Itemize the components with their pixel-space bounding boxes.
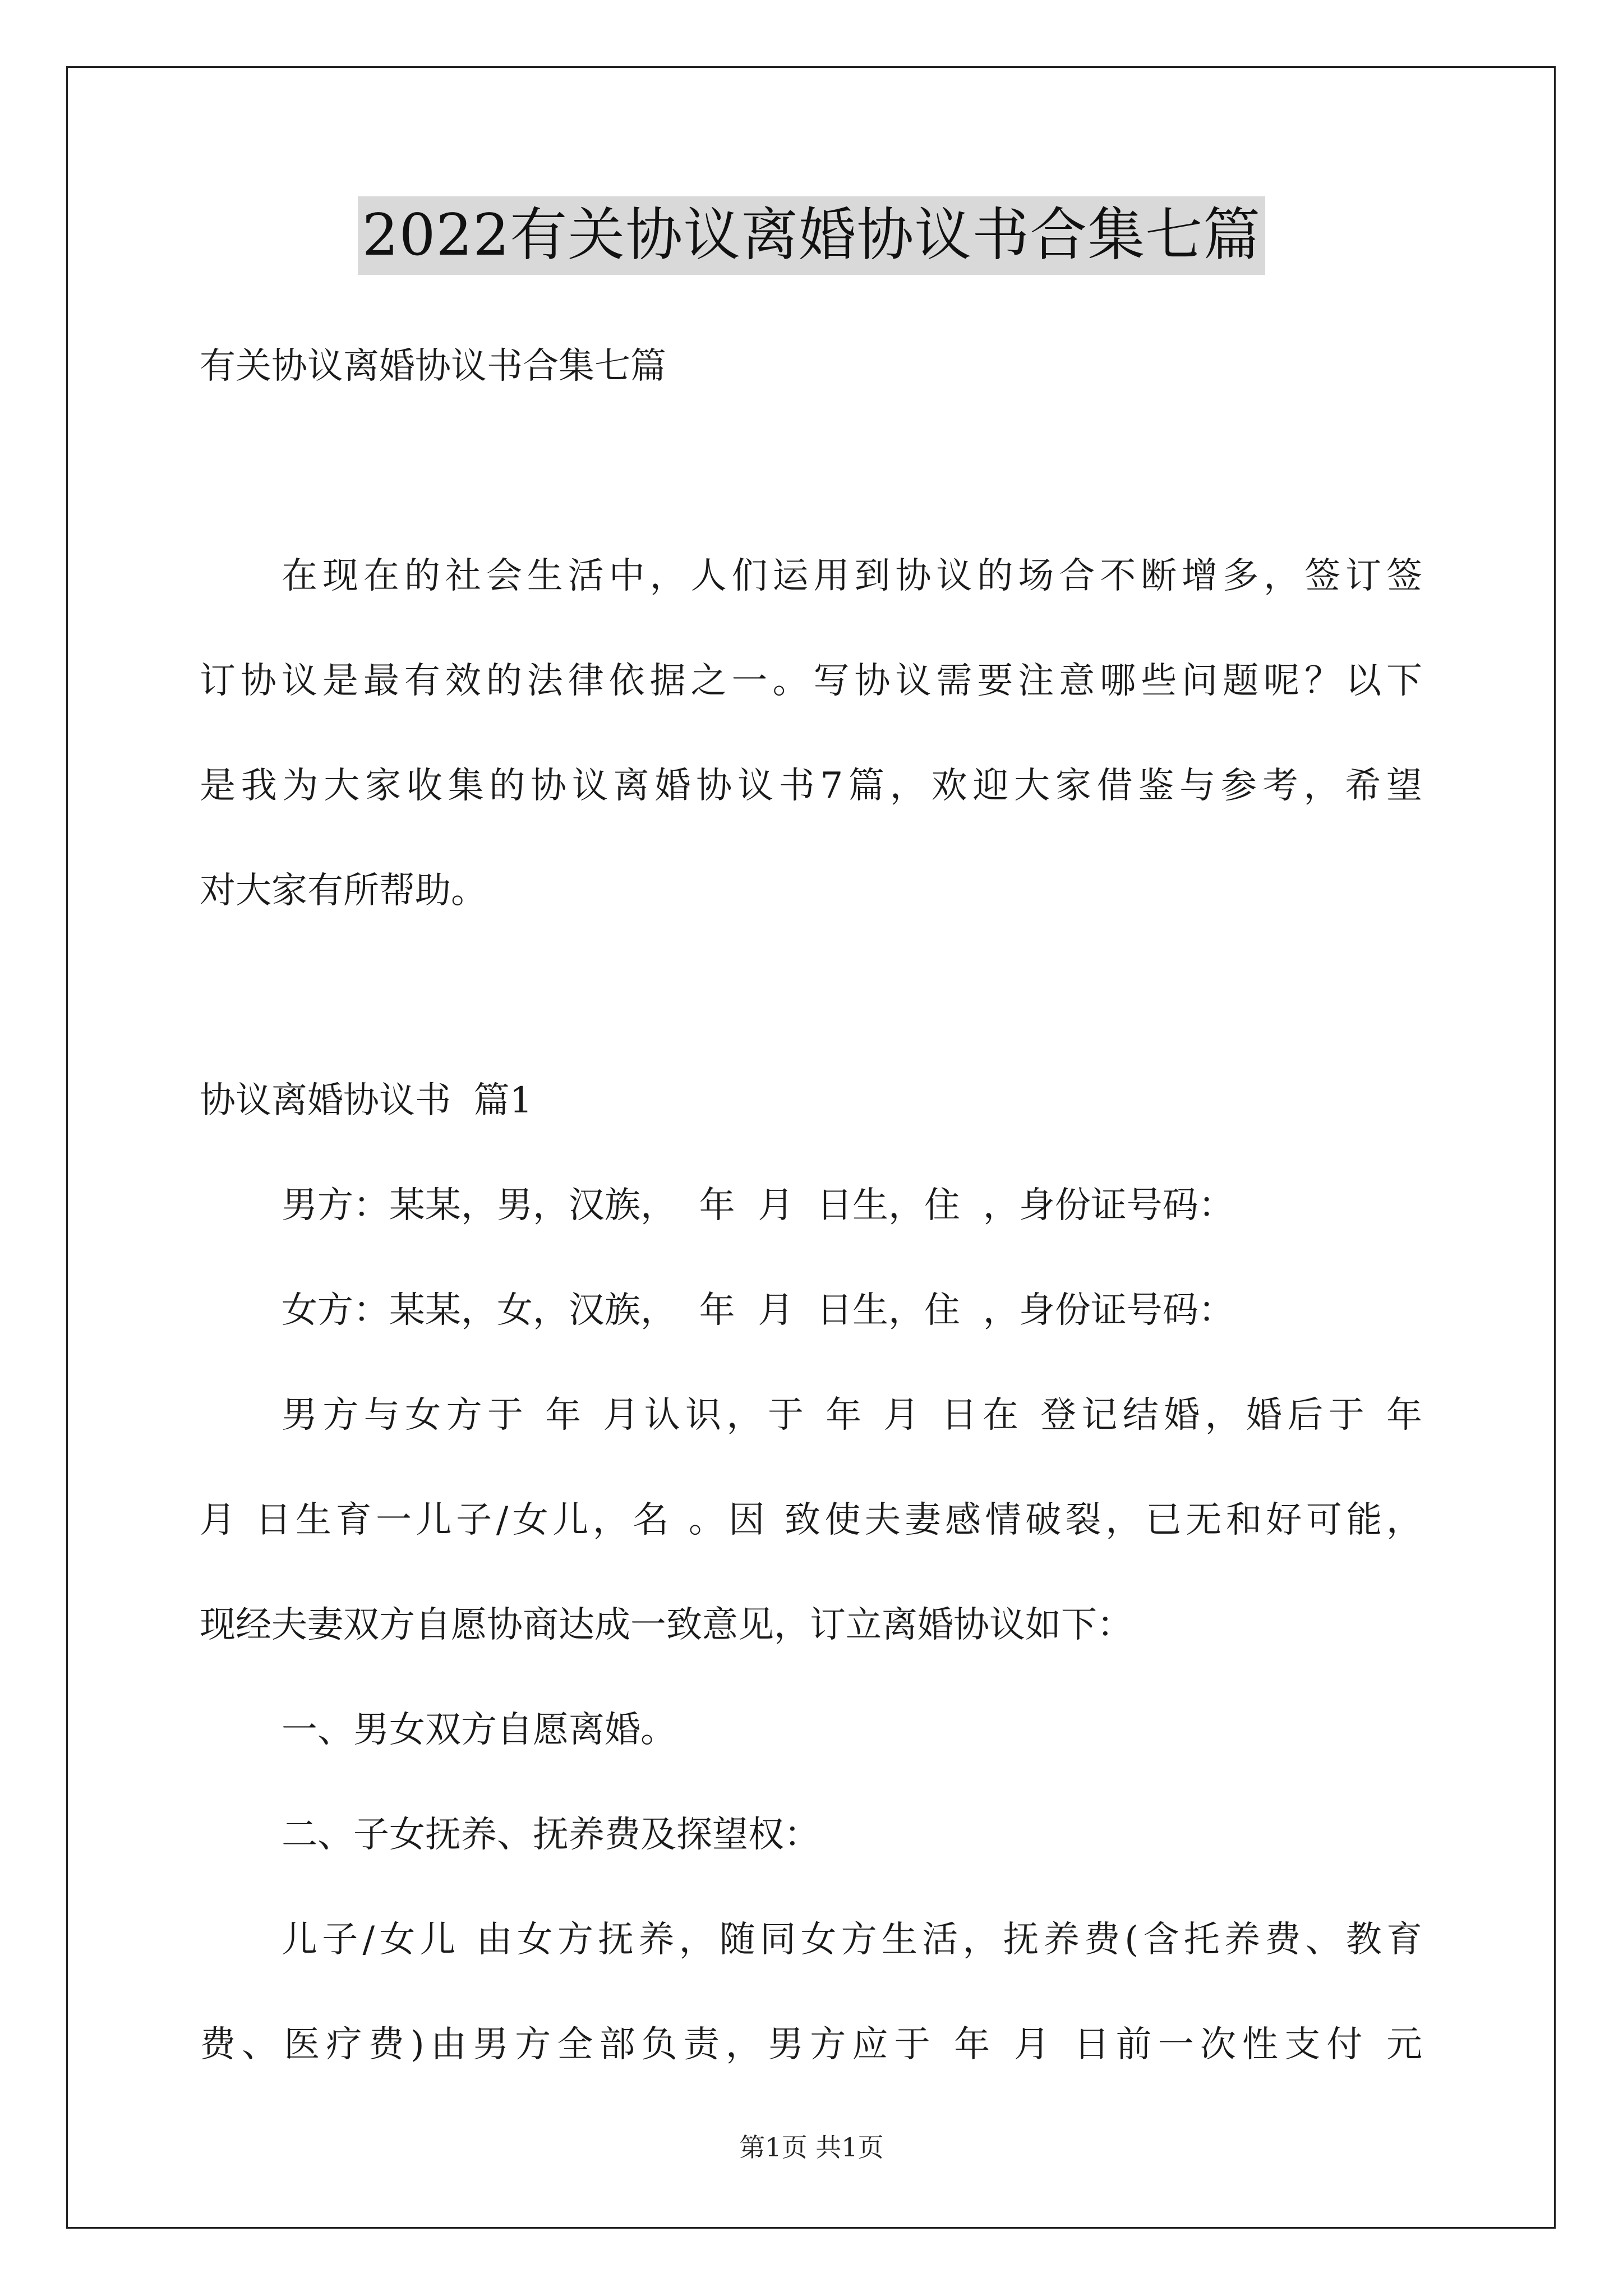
clause-2: 二、子女抚养、抚养费及探望权： bbox=[282, 1814, 820, 1856]
document-title: 2022有关协议离婚协议书合集七篇 bbox=[358, 196, 1266, 275]
male-party-line: 男方：某某，男，汉族， 年 月 日生，住 ，身份证号码： bbox=[282, 1185, 1234, 1226]
body-line-4: 月 日生育一儿子/女儿，名 。因 致使夫妻感情破裂，已无和好可能， bbox=[200, 1499, 1422, 1541]
body-line-5: 现经夫妻双方自愿协商达成一致意见，订立离婚协议如下： bbox=[200, 1604, 1133, 1646]
intro-line-2: 订协议是最有效的法律依据之一。写协议需要注意哪些问题呢？以下 bbox=[200, 660, 1422, 702]
title-container bbox=[0, 196, 1623, 275]
female-party-line: 女方：某某，女，汉族， 年 月 日生，住 ，身份证号码： bbox=[282, 1290, 1234, 1331]
body-line-9: 费、医疗费)由男方全部负责，男方应于 年 月 日前一次性支付 元 bbox=[200, 2024, 1422, 2065]
body-line-3: 男方与女方于 年 月认识，于 年 月 日在 登记结婚，婚后于 年 bbox=[282, 1395, 1422, 1436]
spacer bbox=[200, 419, 1422, 524]
section-heading: 协议离婚协议书 篇1 bbox=[200, 1080, 533, 1121]
clause-1: 一、男女双方自愿离婚。 bbox=[282, 1709, 676, 1751]
spacer bbox=[200, 944, 1422, 1048]
document-subtitle: 有关协议离婚协议书合集七篇 bbox=[200, 346, 666, 387]
intro-line-4: 对大家有所帮助。 bbox=[200, 870, 487, 912]
intro-line-1: 在现在的社会生活中，人们运用到协议的场合不断增多，签订签 bbox=[282, 555, 1422, 597]
body-line-8: 儿子/女儿 由女方抚养，随同女方生活，抚养费(含托养费、教育 bbox=[282, 1919, 1422, 1961]
page-footer: 第1页 共1页 bbox=[739, 2132, 884, 2162]
intro-line-3: 是我为大家收集的协议离婚协议书7篇，欢迎大家借鉴与参考，希望 bbox=[200, 765, 1422, 807]
document-body bbox=[200, 314, 1422, 2097]
